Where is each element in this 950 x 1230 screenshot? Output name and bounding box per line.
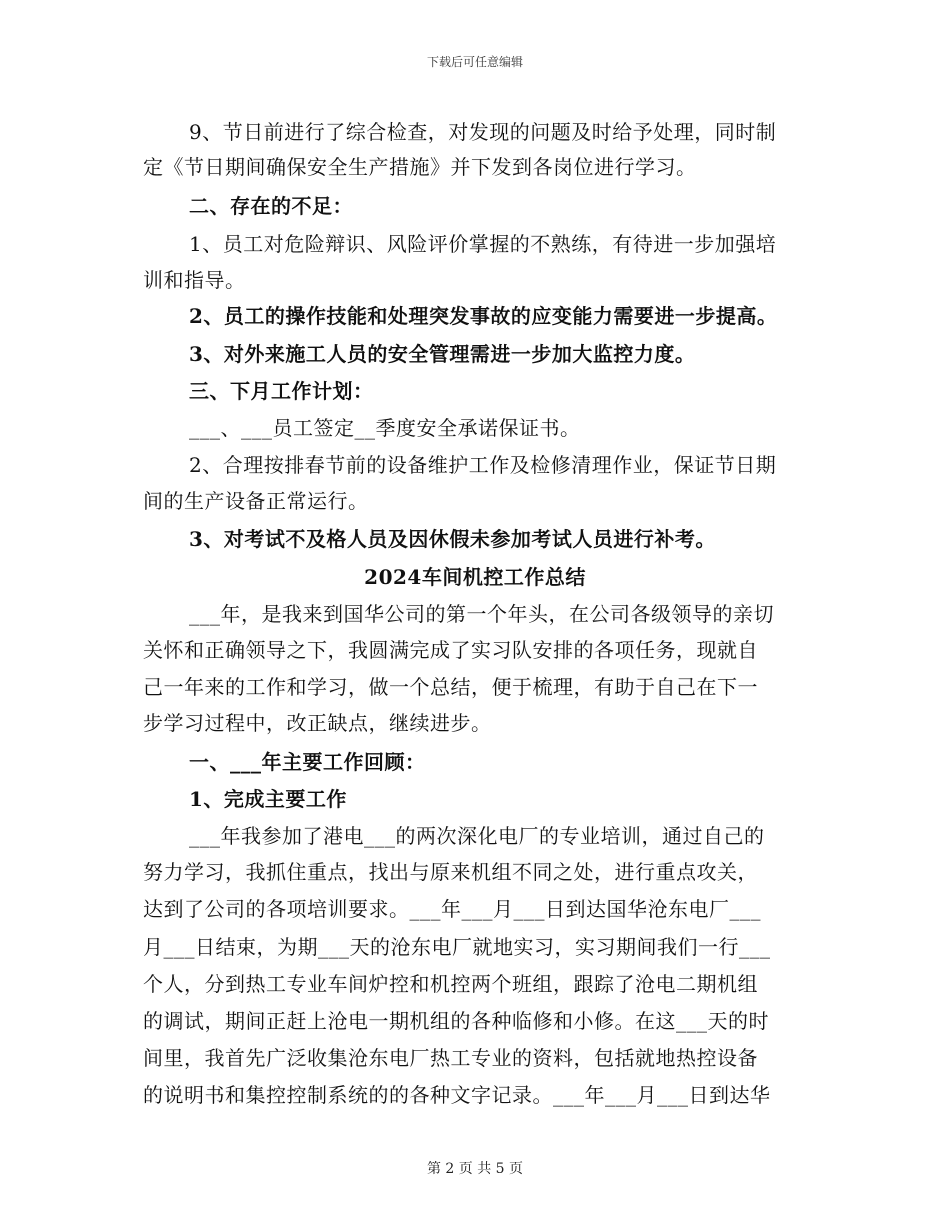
body-line: ___年我参加了港电___的两次深化电厂的专业培训，通过自己的 bbox=[189, 824, 765, 848]
body-line: 定《节日期间确保安全生产措施》并下发到各岗位进行学习。 bbox=[143, 155, 697, 179]
body-line: ___年，是我来到国华公司的第一个年头，在公司各级领导的亲切 bbox=[189, 602, 774, 626]
body-line: 月___日结束，为期___天的沧东电厂就地实习，实习期间我们一行___ bbox=[143, 935, 771, 959]
body-line: 1、员工对危险辩识、风险评价掌握的不熟练，有待进一步加强培 bbox=[189, 232, 777, 256]
body-line: 训和指导。 bbox=[143, 268, 246, 292]
body-line-bold: 3、对考试不及格人员及因休假未参加考试人员进行补考。 bbox=[189, 527, 716, 551]
body-line: 2、合理按排春节前的设备维护工作及检修清理作业，保证节日期 bbox=[189, 453, 777, 477]
subsection-heading: 1、完成主要工作 bbox=[189, 787, 347, 811]
page-header: 下载后可任意编辑 bbox=[426, 55, 523, 69]
body-line: 的说明书和集控控制系统的的各种文字记录。___年___月___日到达华 bbox=[143, 1083, 771, 1107]
body-line: 的调试，期间正赶上沧电一期机组的各种临修和小修。在这___天的时 bbox=[143, 1009, 769, 1033]
body-line-bold: 3、对外来施工人员的安全管理需进一步加大监控力度。 bbox=[189, 342, 696, 366]
body-line: 己一年来的工作和学习，做一个总结，便于梳理，有助于自己在下一 bbox=[143, 675, 758, 699]
body-line: 间的生产设备正常运行。 bbox=[143, 489, 369, 513]
body-line: 努力学习，我抓住重点，找出与原来机组不同之处，进行重点攻关， bbox=[143, 860, 758, 884]
body-line: 9、节日前进行了综合检查，对发现的问题及时给予处理，同时制 bbox=[189, 120, 777, 144]
body-line: 关怀和正确领导之下，我圆满完成了实习队安排的各项任务，现就自 bbox=[143, 638, 758, 662]
body-line: 间里，我首先广泛收集沧东电厂热工专业的资料，包括就地热控设备 bbox=[143, 1046, 758, 1070]
page-footer: 第 2 页 共 5 页 bbox=[426, 1161, 524, 1177]
body-line-bold: 2、员工的操作技能和处理突发事故的应变能力需要进一步提高。 bbox=[189, 304, 778, 328]
body-line: 步学习过程中，改正缺点，继续进步。 bbox=[143, 711, 492, 735]
body-line: ___、___员工签定__季度安全承诺保证书。 bbox=[189, 416, 581, 440]
section-heading: 二、存在的不足： bbox=[189, 194, 353, 218]
body-line: 达到了公司的各项培训要求。___年___月___日到达国华沧东电厂___ bbox=[143, 897, 761, 921]
section-heading: 三、下月工作计划： bbox=[189, 379, 374, 403]
body-line: 个人，分到热工专业车间炉控和机控两个班组，跟踪了沧电二期机组 bbox=[143, 972, 758, 996]
section-heading: 一、___年主要工作回顾： bbox=[189, 750, 426, 774]
document-title: 2024车间机控工作总结 bbox=[364, 565, 586, 589]
